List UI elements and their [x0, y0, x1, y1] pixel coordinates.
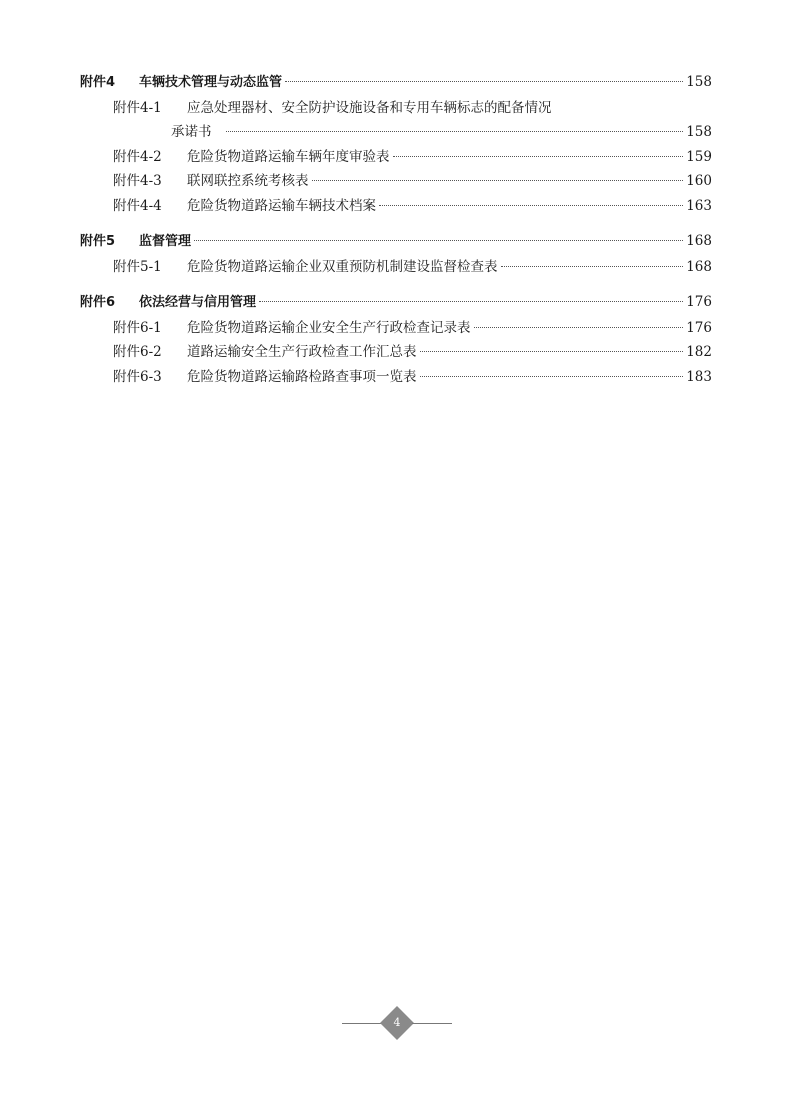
toc-code: 附件4-2	[113, 148, 162, 165]
toc-page-number: 158	[686, 124, 712, 140]
toc-title: 车辆技术管理与动态监管	[139, 75, 283, 90]
dot-leader	[379, 205, 683, 206]
toc-item-4-1-continued[interactable]	[80, 120, 712, 145]
footer-rule-left	[342, 1023, 382, 1024]
section-gap	[80, 279, 712, 290]
dot-leader	[501, 266, 684, 267]
footer-rule-right	[412, 1023, 452, 1024]
dot-leader	[285, 81, 683, 82]
toc-page-number: 158	[686, 74, 712, 90]
toc-title: 道路运输安全生产行政检查工作汇总表	[187, 344, 417, 360]
section-gap	[80, 218, 712, 229]
dot-leader	[226, 131, 684, 132]
toc-code: 附件4-4	[113, 197, 162, 214]
toc-item-5-1[interactable]	[80, 255, 712, 280]
toc-title: 危险货物道路运输企业双重预防机制建设监督检查表	[187, 258, 498, 275]
toc-code: 附件4-3	[113, 173, 162, 189]
toc-item-4-2[interactable]	[80, 145, 712, 170]
toc-title: 应急处理器材、安全防护设施设备和专用车辆标志的配备情况	[187, 99, 552, 116]
toc-page-number: 160	[686, 173, 712, 189]
toc-item-6-2[interactable]	[80, 340, 712, 365]
toc-code: 附件5	[80, 234, 116, 249]
dot-leader	[474, 327, 684, 328]
toc-title: 危险货物道路运输车辆技术档案	[187, 197, 376, 214]
toc-page-number: 163	[686, 197, 712, 214]
toc-section-6[interactable]	[80, 290, 712, 316]
toc-code: 附件6-2	[113, 344, 162, 360]
toc-code: 附件6-1	[113, 319, 162, 336]
toc-title: 危险货物道路运输车辆年度审验表	[187, 148, 390, 165]
toc-code: 附件4-1	[113, 99, 162, 116]
page-footer	[0, 1008, 790, 1040]
toc-code: 附件6-3	[113, 368, 162, 385]
toc-code: 附件4	[80, 75, 116, 90]
toc-page-number: 176	[686, 319, 712, 336]
dot-leader	[194, 240, 683, 241]
dot-leader	[393, 156, 684, 157]
table-of-contents	[80, 70, 712, 389]
toc-item-6-1[interactable]	[80, 316, 712, 341]
toc-item-4-3[interactable]	[80, 169, 712, 194]
toc-item-6-3[interactable]	[80, 365, 712, 390]
toc-page-number: 176	[686, 294, 712, 310]
toc-section-5[interactable]	[80, 229, 712, 255]
dot-leader	[420, 351, 684, 352]
toc-section-4[interactable]	[80, 70, 712, 96]
toc-page-number: 168	[686, 233, 712, 249]
toc-item-4-4[interactable]	[80, 194, 712, 219]
toc-page-number: 159	[686, 148, 712, 165]
toc-code: 附件6	[80, 295, 116, 310]
dot-leader	[259, 301, 683, 302]
toc-page-number: 183	[686, 368, 712, 385]
toc-title: 依法经营与信用管理	[139, 295, 257, 310]
toc-page-number: 168	[686, 258, 712, 275]
toc-code: 附件5-1	[113, 258, 162, 275]
toc-title: 联网联控系统考核表	[187, 173, 309, 189]
toc-item-4-1[interactable]	[80, 96, 712, 121]
toc-title: 危险货物道路运输企业安全生产行政检查记录表	[187, 319, 471, 336]
dot-leader	[312, 180, 684, 181]
toc-title: 监督管理	[139, 234, 192, 249]
toc-page-number: 182	[686, 344, 712, 360]
toc-title-continued: 承诺书	[171, 124, 212, 140]
page-number: 4	[393, 1016, 401, 1029]
toc-title: 危险货物道路运输路检路查事项一览表	[187, 368, 417, 385]
dot-leader	[420, 376, 684, 377]
